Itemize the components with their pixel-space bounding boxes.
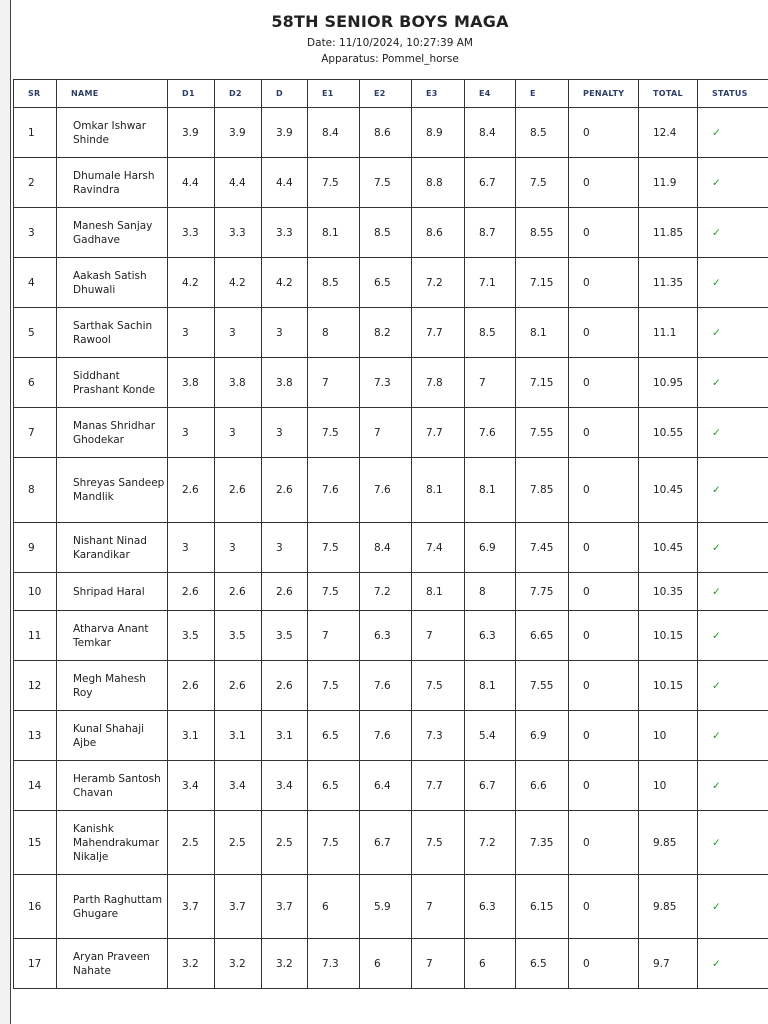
cell-e2: 6.7 <box>360 811 412 875</box>
table-row <box>14 939 768 989</box>
cell-d2: 2.6 <box>215 573 262 611</box>
cell-e2: 7.6 <box>360 661 412 711</box>
cell-e3: 7 <box>412 939 465 989</box>
cell-penalty: 0 <box>569 711 639 761</box>
cell-e1: 8 <box>308 308 360 358</box>
cell-d: 3.8 <box>262 358 308 408</box>
cell-e4: 8.1 <box>465 458 516 523</box>
results-table <box>13 79 768 989</box>
table-body <box>14 108 768 989</box>
table-row <box>14 308 768 358</box>
cell-d1: 3.1 <box>168 711 215 761</box>
cell-sr: 1 <box>14 108 57 158</box>
cell-total: 10 <box>639 711 698 761</box>
cell-penalty: 0 <box>569 523 639 573</box>
cell-d: 3 <box>262 408 308 458</box>
date-line: Date: 11/10/2024, 10:27:39 AM <box>307 37 473 49</box>
cell-d1: 3.4 <box>168 761 215 811</box>
cell-total: 11.1 <box>639 308 698 358</box>
cell-d: 3.5 <box>262 611 308 661</box>
status-check-icon: ✓ <box>698 661 768 711</box>
col-header-status: STATUS <box>698 80 768 108</box>
cell-e3: 7 <box>412 611 465 661</box>
cell-penalty: 0 <box>569 258 639 308</box>
cell-sr: 17 <box>14 939 57 989</box>
cell-penalty: 0 <box>569 875 639 939</box>
cell-e1: 8.4 <box>308 108 360 158</box>
cell-sr: 12 <box>14 661 57 711</box>
cell-name: Aryan Praveen Nahate <box>57 939 168 989</box>
cell-name: Aakash Satish Dhuwali <box>57 258 168 308</box>
cell-e1: 7.6 <box>308 458 360 523</box>
cell-e4: 8.7 <box>465 208 516 258</box>
table-row <box>14 811 768 875</box>
cell-e3: 8.8 <box>412 158 465 208</box>
cell-sr: 13 <box>14 711 57 761</box>
status-check-icon: ✓ <box>698 358 768 408</box>
cell-e4: 5.4 <box>465 711 516 761</box>
cell-e3: 7.4 <box>412 523 465 573</box>
cell-sr: 4 <box>14 258 57 308</box>
status-check-icon: ✓ <box>698 611 768 661</box>
status-check-icon: ✓ <box>698 939 768 989</box>
cell-name: Kunal Shahaji Ajbe <box>57 711 168 761</box>
cell-sr: 10 <box>14 573 57 611</box>
cell-e3: 7 <box>412 875 465 939</box>
cell-e: 7.55 <box>516 408 569 458</box>
cell-e3: 8.1 <box>412 458 465 523</box>
cell-e4: 6.3 <box>465 611 516 661</box>
table-row <box>14 661 768 711</box>
cell-e: 8.5 <box>516 108 569 158</box>
cell-e1: 7.5 <box>308 661 360 711</box>
cell-e1: 6 <box>308 875 360 939</box>
cell-d: 3.4 <box>262 761 308 811</box>
cell-penalty: 0 <box>569 811 639 875</box>
cell-d: 3 <box>262 523 308 573</box>
cell-e4: 7.2 <box>465 811 516 875</box>
cell-d2: 2.6 <box>215 661 262 711</box>
cell-d2: 3.7 <box>215 875 262 939</box>
cell-sr: 5 <box>14 308 57 358</box>
cell-e4: 6.7 <box>465 761 516 811</box>
cell-penalty: 0 <box>569 761 639 811</box>
cell-d2: 4.4 <box>215 158 262 208</box>
cell-penalty: 0 <box>569 661 639 711</box>
cell-e2: 7.3 <box>360 358 412 408</box>
cell-sr: 14 <box>14 761 57 811</box>
cell-sr: 9 <box>14 523 57 573</box>
cell-e2: 8.2 <box>360 308 412 358</box>
cell-d1: 2.6 <box>168 458 215 523</box>
cell-sr: 7 <box>14 408 57 458</box>
cell-total: 10 <box>639 761 698 811</box>
cell-e: 7.35 <box>516 811 569 875</box>
cell-e1: 7 <box>308 358 360 408</box>
cell-penalty: 0 <box>569 408 639 458</box>
cell-name: Shreyas Sandeep Mandlik <box>57 458 168 523</box>
table-row <box>14 358 768 408</box>
cell-name: Manas Shridhar Ghodekar <box>57 408 168 458</box>
cell-d1: 3.2 <box>168 939 215 989</box>
cell-e: 7.15 <box>516 258 569 308</box>
cell-d2: 3.4 <box>215 761 262 811</box>
cell-d: 3.9 <box>262 108 308 158</box>
cell-sr: 3 <box>14 208 57 258</box>
table-row <box>14 108 768 158</box>
cell-e: 6.5 <box>516 939 569 989</box>
table-row <box>14 711 768 761</box>
cell-d: 3.3 <box>262 208 308 258</box>
cell-e2: 7.2 <box>360 573 412 611</box>
cell-e: 7.15 <box>516 358 569 408</box>
cell-d1: 3 <box>168 308 215 358</box>
cell-d: 3.7 <box>262 875 308 939</box>
col-header-penalty: PENALTY <box>569 80 639 108</box>
cell-e: 7.5 <box>516 158 569 208</box>
cell-d: 2.5 <box>262 811 308 875</box>
cell-total: 10.15 <box>639 611 698 661</box>
cell-name: Sarthak Sachin Rawool <box>57 308 168 358</box>
cell-total: 11.35 <box>639 258 698 308</box>
cell-name: Omkar Ishwar Shinde <box>57 108 168 158</box>
cell-sr: 15 <box>14 811 57 875</box>
cell-name: Shripad Haral <box>57 573 168 611</box>
table-row <box>14 573 768 611</box>
cell-e: 7.45 <box>516 523 569 573</box>
cell-d1: 2.6 <box>168 661 215 711</box>
cell-name: Parth Raghuttam Ghugare <box>57 875 168 939</box>
cell-total: 10.35 <box>639 573 698 611</box>
cell-penalty: 0 <box>569 611 639 661</box>
cell-penalty: 0 <box>569 308 639 358</box>
status-check-icon: ✓ <box>698 158 768 208</box>
status-check-icon: ✓ <box>698 208 768 258</box>
cell-d2: 3.3 <box>215 208 262 258</box>
cell-name: Manesh Sanjay Gadhave <box>57 208 168 258</box>
cell-e: 6.65 <box>516 611 569 661</box>
cell-d: 4.4 <box>262 158 308 208</box>
cell-e2: 7.6 <box>360 711 412 761</box>
cell-d1: 3 <box>168 523 215 573</box>
cell-e2: 7 <box>360 408 412 458</box>
cell-d2: 2.5 <box>215 811 262 875</box>
cell-e3: 7.5 <box>412 661 465 711</box>
col-header-sr: SR <box>14 80 57 108</box>
col-header-e4: E4 <box>465 80 516 108</box>
table-row <box>14 258 768 308</box>
status-check-icon: ✓ <box>698 523 768 573</box>
cell-sr: 16 <box>14 875 57 939</box>
cell-e1: 6.5 <box>308 761 360 811</box>
col-header-e2: E2 <box>360 80 412 108</box>
cell-e3: 7.7 <box>412 408 465 458</box>
status-check-icon: ✓ <box>698 711 768 761</box>
cell-e: 8.1 <box>516 308 569 358</box>
cell-e4: 8.5 <box>465 308 516 358</box>
cell-e2: 8.5 <box>360 208 412 258</box>
table-row <box>14 611 768 661</box>
cell-e4: 6.9 <box>465 523 516 573</box>
cell-e1: 8.1 <box>308 208 360 258</box>
col-header-d: D <box>262 80 308 108</box>
cell-e2: 5.9 <box>360 875 412 939</box>
table-row <box>14 875 768 939</box>
status-check-icon: ✓ <box>698 811 768 875</box>
cell-d1: 4.4 <box>168 158 215 208</box>
cell-e1: 7.5 <box>308 158 360 208</box>
status-check-icon: ✓ <box>698 308 768 358</box>
col-header-e: E <box>516 80 569 108</box>
table-header-row <box>14 80 768 108</box>
cell-d1: 3.7 <box>168 875 215 939</box>
cell-total: 11.85 <box>639 208 698 258</box>
cell-penalty: 0 <box>569 358 639 408</box>
col-header-total: TOTAL <box>639 80 698 108</box>
cell-d: 3.2 <box>262 939 308 989</box>
cell-penalty: 0 <box>569 573 639 611</box>
cell-e: 7.75 <box>516 573 569 611</box>
col-header-d2: D2 <box>215 80 262 108</box>
cell-name: Megh Mahesh Roy <box>57 661 168 711</box>
status-check-icon: ✓ <box>698 875 768 939</box>
status-check-icon: ✓ <box>698 573 768 611</box>
cell-e1: 7.5 <box>308 811 360 875</box>
cell-d: 2.6 <box>262 458 308 523</box>
cell-sr: 2 <box>14 158 57 208</box>
cell-e1: 7 <box>308 611 360 661</box>
cell-total: 11.9 <box>639 158 698 208</box>
cell-d: 3.1 <box>262 711 308 761</box>
cell-d2: 2.6 <box>215 458 262 523</box>
cell-e: 7.85 <box>516 458 569 523</box>
cell-e1: 6.5 <box>308 711 360 761</box>
cell-e2: 6 <box>360 939 412 989</box>
cell-d2: 4.2 <box>215 258 262 308</box>
cell-name: Atharva Anant Temkar <box>57 611 168 661</box>
cell-d2: 3.9 <box>215 108 262 158</box>
cell-e1: 7.3 <box>308 939 360 989</box>
cell-d2: 3 <box>215 308 262 358</box>
cell-e4: 7.6 <box>465 408 516 458</box>
cell-d2: 3.2 <box>215 939 262 989</box>
cell-d1: 3.9 <box>168 108 215 158</box>
cell-e: 7.55 <box>516 661 569 711</box>
cell-e2: 6.4 <box>360 761 412 811</box>
cell-total: 10.95 <box>639 358 698 408</box>
cell-e4: 8.1 <box>465 661 516 711</box>
status-check-icon: ✓ <box>698 108 768 158</box>
cell-penalty: 0 <box>569 208 639 258</box>
page-title: 58TH SENIOR BOYS MAGA <box>271 12 509 31</box>
cell-d1: 3 <box>168 408 215 458</box>
cell-e3: 7.7 <box>412 308 465 358</box>
cell-total: 12.4 <box>639 108 698 158</box>
cell-e2: 6.3 <box>360 611 412 661</box>
cell-d1: 4.2 <box>168 258 215 308</box>
cell-e3: 8.1 <box>412 573 465 611</box>
table-row <box>14 458 768 523</box>
cell-total: 10.45 <box>639 523 698 573</box>
status-check-icon: ✓ <box>698 761 768 811</box>
col-header-d1: D1 <box>168 80 215 108</box>
cell-d1: 3.3 <box>168 208 215 258</box>
cell-e2: 8.6 <box>360 108 412 158</box>
cell-d: 3 <box>262 308 308 358</box>
cell-e: 6.6 <box>516 761 569 811</box>
cell-e1: 7.5 <box>308 523 360 573</box>
table-row <box>14 408 768 458</box>
cell-e4: 6.3 <box>465 875 516 939</box>
cell-e4: 8.4 <box>465 108 516 158</box>
cell-e3: 8.6 <box>412 208 465 258</box>
cell-e3: 7.3 <box>412 711 465 761</box>
cell-name: Dhumale Harsh Ravindra <box>57 158 168 208</box>
cell-e4: 7 <box>465 358 516 408</box>
apparatus-line: Apparatus: Pommel_horse <box>321 53 459 65</box>
col-header-name: NAME <box>57 80 168 108</box>
cell-penalty: 0 <box>569 939 639 989</box>
cell-penalty: 0 <box>569 458 639 523</box>
cell-e4: 6.7 <box>465 158 516 208</box>
cell-total: 10.55 <box>639 408 698 458</box>
cell-e: 8.55 <box>516 208 569 258</box>
cell-e1: 7.5 <box>308 408 360 458</box>
cell-e3: 7.2 <box>412 258 465 308</box>
cell-e2: 6.5 <box>360 258 412 308</box>
cell-sr: 6 <box>14 358 57 408</box>
cell-total: 9.85 <box>639 875 698 939</box>
cell-e2: 7.5 <box>360 158 412 208</box>
cell-e2: 8.4 <box>360 523 412 573</box>
cell-total: 9.85 <box>639 811 698 875</box>
cell-e: 6.9 <box>516 711 569 761</box>
cell-total: 9.7 <box>639 939 698 989</box>
cell-e3: 7.8 <box>412 358 465 408</box>
cell-d: 4.2 <box>262 258 308 308</box>
cell-total: 10.45 <box>639 458 698 523</box>
col-header-e3: E3 <box>412 80 465 108</box>
cell-e1: 8.5 <box>308 258 360 308</box>
cell-d: 2.6 <box>262 573 308 611</box>
cell-name: Heramb Santosh Chavan <box>57 761 168 811</box>
cell-penalty: 0 <box>569 108 639 158</box>
table-row <box>14 761 768 811</box>
cell-name: Kanishk Mahendrakumar Nikalje <box>57 811 168 875</box>
cell-e3: 7.7 <box>412 761 465 811</box>
table-row <box>14 523 768 573</box>
cell-e4: 6 <box>465 939 516 989</box>
cell-e3: 7.5 <box>412 811 465 875</box>
cell-e2: 7.6 <box>360 458 412 523</box>
table-row <box>14 208 768 258</box>
cell-sr: 8 <box>14 458 57 523</box>
cell-d2: 3.1 <box>215 711 262 761</box>
cell-d2: 3.5 <box>215 611 262 661</box>
cell-e: 6.15 <box>516 875 569 939</box>
cell-d2: 3 <box>215 523 262 573</box>
cell-d: 2.6 <box>262 661 308 711</box>
cell-sr: 11 <box>14 611 57 661</box>
cell-penalty: 0 <box>569 158 639 208</box>
cell-d1: 2.5 <box>168 811 215 875</box>
cell-d2: 3 <box>215 408 262 458</box>
status-check-icon: ✓ <box>698 458 768 523</box>
table-row <box>14 158 768 208</box>
cell-e4: 8 <box>465 573 516 611</box>
status-check-icon: ✓ <box>698 408 768 458</box>
cell-name: Siddhant Prashant Konde <box>57 358 168 408</box>
col-header-e1: E1 <box>308 80 360 108</box>
cell-d2: 3.8 <box>215 358 262 408</box>
cell-e3: 8.9 <box>412 108 465 158</box>
cell-total: 10.15 <box>639 661 698 711</box>
cell-d1: 2.6 <box>168 573 215 611</box>
cell-e4: 7.1 <box>465 258 516 308</box>
cell-e1: 7.5 <box>308 573 360 611</box>
cell-name: Nishant Ninad Karandikar <box>57 523 168 573</box>
cell-d1: 3.8 <box>168 358 215 408</box>
cell-d1: 3.5 <box>168 611 215 661</box>
status-check-icon: ✓ <box>698 258 768 308</box>
